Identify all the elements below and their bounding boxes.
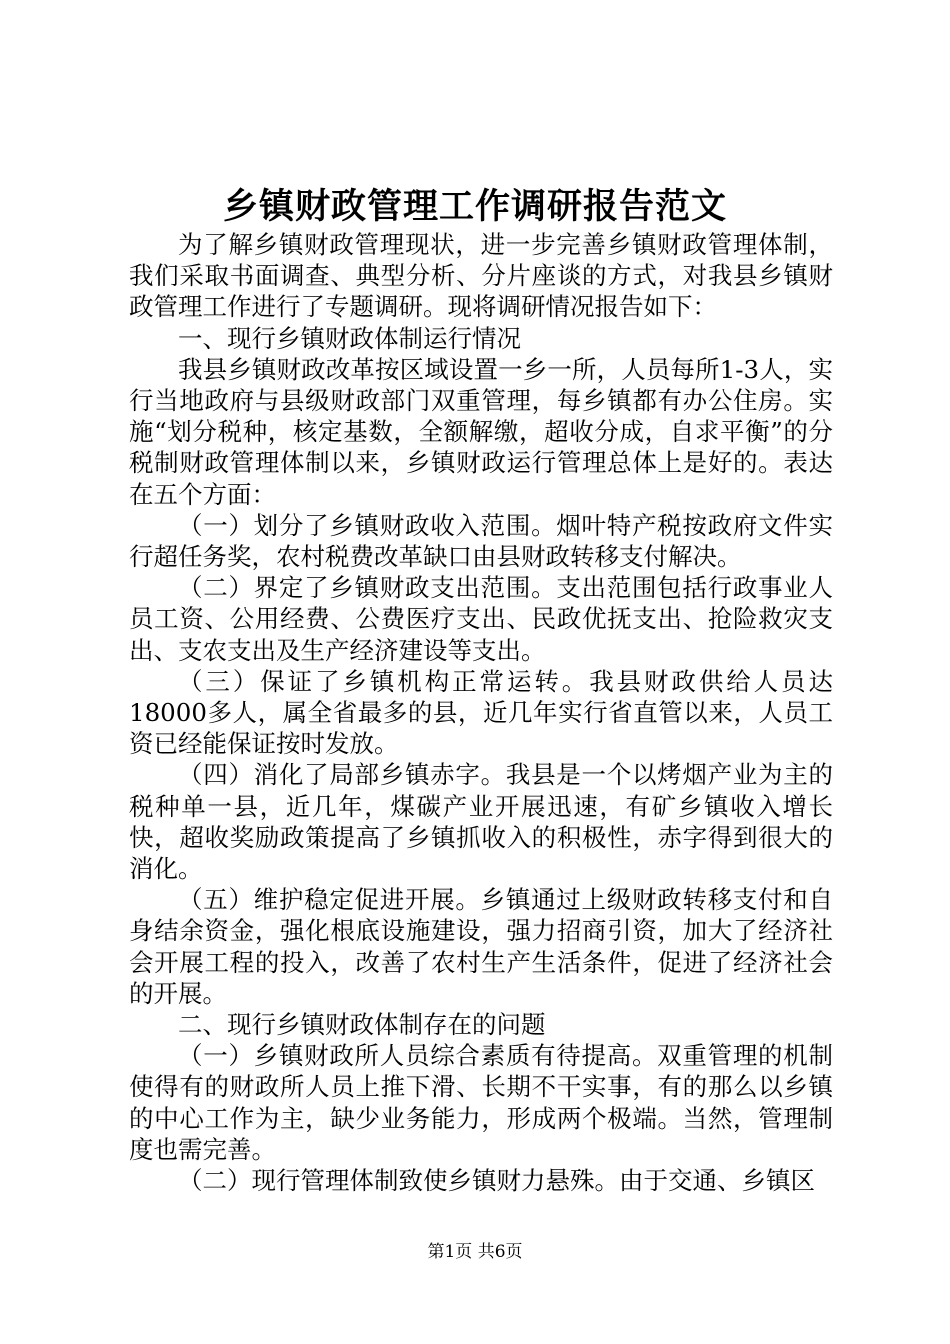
paragraph: （二）界定了乡镇财政支出范围。支出范围包括行政事业人员工资、公用经费、公费医疗支出、民政优抚支出、抢险救灾支出、支农支出及生产经济建设等支出。 (129, 573, 833, 665)
page-number-footer: 第1页 共6页 (427, 1242, 523, 1262)
document-body (129, 229, 833, 1196)
paragraph: （四）消化了局部乡镇赤字。我县是一个以烤烟产业为主的税种单一县，近几年，煤碳产业开展迅速，有矿乡镇收入增长快，超收奖励政策提高了乡镇抓收入的积极性，赤字得到很大的消化。 (129, 760, 833, 884)
paragraph: （一）乡镇财政所人员综合素质有待提高。双重管理的机制使得有的财政所人员上推下滑、长期不干实事，有的那么以乡镇的中心工作为主，缺少业务能力，形成两个极端。当然，管理制度也需完善。 (129, 1041, 833, 1164)
paragraph: （二）现行管理体制致使乡镇财力悬殊。由于交通、乡镇区 (178, 1166, 815, 1196)
document-title: 乡镇财政管理工作调研报告范文 (222, 186, 727, 227)
paragraph: （三）保证了乡镇机构正常运转。我县财政供给人员达18000多人，属全省最多的县，近几年实行省直管以来，人员工资已经能保证按时发放。 (129, 666, 833, 759)
paragraph: （一）划分了乡镇财政收入范围。烟叶特产税按政府文件实行超任务奖，农村税费改革缺口由县财政转移支付解决。 (129, 510, 833, 572)
paragraph: （五）维护稳定促进开展。乡镇通过上级财政转移支付和自身结余资金，强化根底设施建设，强力招商引资，加大了经济社会开展工程的投入，改善了农村生产生活条件，促进了经济社会的开展。 (129, 885, 833, 1008)
paragraph-intro: 为了解乡镇财政管理现状，进一步完善乡镇财政管理体制，我们采取书面调查、典型分析、分片座谈的方式，对我县乡镇财政管理工作进行了专题调研。现将调研情况报告如下： (129, 230, 833, 322)
section-heading-2: 二、现行乡镇财政体制存在的问题 (178, 1010, 546, 1040)
section-heading-1: 一、现行乡镇财政体制运行情况 (178, 323, 521, 353)
paragraph: 我县乡镇财政改革按区域设置一乡一所，人员每所1-3人，实行当地政府与县级财政部门双重管理，每乡镇都有办公住房。实施“划分税种，核定基数，全额解缴，超收分成，自求平衡”的分税制财政管理体制以来，乡镇财政运行管理总体上是好的。表达在五个方面： (129, 354, 833, 509)
